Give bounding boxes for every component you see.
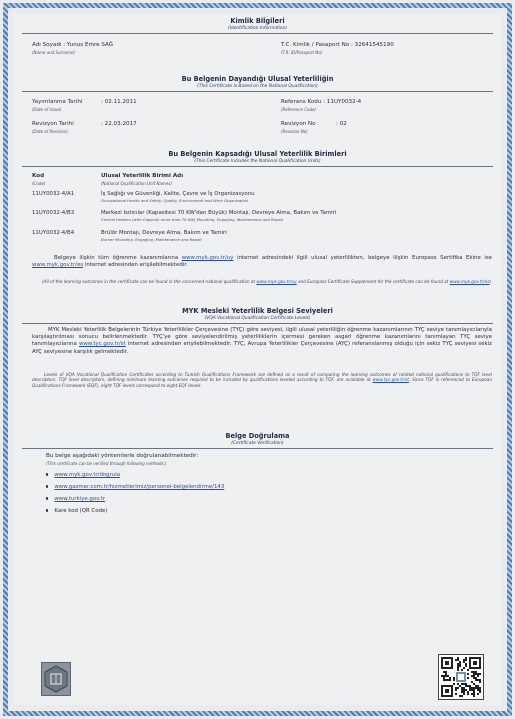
verification-method: [46, 484, 224, 490]
unit-name: Merkezi Isıtıcılar (Kapasitesi 70 KW'dan Büyük) Montajı, Devreye Alma, Bakım ve Tamiri: [101, 210, 337, 216]
levels-paragraph-en: [32, 372, 492, 388]
myk-es-link[interactable]: www.myk.gov.tr/es: [32, 262, 84, 269]
name-field-en: (Name and Surname): [32, 50, 76, 55]
levels-text: MYK Mesleki Yeterlilik Belgelerinin Türkiye Yeterlilikler Çerçevesine (TYÇ) göre seviyesi, ilgili ulusal yeterliliğin öğrenme kazanımlarının TYÇ seviye tanımlayıcılarıyla karşılaştırılması sonucu belirlenmektedir. TYÇ'ye göre seviyelendirilmiş yeterliliklerin içermesi gereken asgari öğrenme kazanımlarını tanımlayan TYÇ seviye tanımlayıcılarına: [32, 327, 492, 348]
code-column-header-en: (Code): [32, 181, 46, 186]
divider: [22, 91, 493, 92]
bullet-icon: [46, 485, 48, 487]
code-column-header: Kod: [32, 173, 45, 179]
unit-name: Brülör Montajı, Devreye Alma, Bakım ve Tamiri: [101, 230, 227, 236]
unit-name-column-header-en: (National Qualification Unit Names): [101, 181, 172, 186]
gazmer-link[interactable]: www.gazmer.com.tr/hizmetlerimiz/personel-belgelendirme/143: [54, 484, 225, 490]
revision-date-en: (Date of Revision): [32, 129, 68, 134]
qr-method: Kare kod (QR Code): [54, 508, 108, 514]
unit-code: 11UY0032-4/B4: [32, 230, 75, 236]
note-text: internet adresindeki ilgili ulusal yeterlilikten, belgeye ilişkin Europass Sertifika Ekine ise: [237, 255, 492, 261]
id-number-field-en: (T.R. ID/Passport No): [281, 50, 323, 55]
unit-name-column-header: Ulusal Yeterlilik Birimi Adı: [101, 173, 184, 179]
note-text: internet adresinden erişilebilmektedir.: [84, 262, 188, 269]
divider: [22, 448, 493, 449]
identification-subtitle: (Identification Information): [227, 26, 288, 31]
revision-date-label: Revizyon Tarihi: [32, 121, 74, 127]
issue-date-value: : 02.11.2011: [101, 99, 137, 105]
levels-subtitle: (VQA Vocational Qualification Certificate Levels): [204, 316, 311, 321]
issue-date-en: (Date of Issue): [32, 107, 62, 112]
qr-code-icon[interactable]: [438, 654, 484, 700]
unit-name-en: Central Heaters (with Capacity more than 70 KW) Mounting, Engaging, Maintenance and Repair: [101, 217, 284, 222]
verification-method: [46, 472, 120, 478]
verification-title: Belge Doğrulama: [225, 432, 290, 440]
id-number-field: T.C. Kimlik / Pasaport No : 32641545190: [281, 42, 394, 48]
verification-intro: Bu belge aşağıdaki yöntemlerle doğrulanabilmektedir:: [46, 453, 199, 459]
qualification-subtitle: (This Certificate is Based on the National Qualification): [197, 84, 318, 89]
revision-no-label: Revizyon No: [281, 121, 316, 127]
unit-code: 11UY0032-4/A1: [32, 191, 75, 197]
reference-code: Referans Kodu : 11UY0032-4: [281, 99, 362, 105]
reference-code-en: (Reference Code): [281, 107, 317, 112]
verification-method: [46, 496, 105, 502]
bullet-icon: [46, 497, 48, 499]
tyc-st-link-en[interactable]: www.tyc.gov.tr/st: [372, 377, 409, 383]
revision-no-value: : 02: [336, 121, 347, 127]
turkiye-link[interactable]: www.turkiye.gov.tr: [54, 496, 105, 502]
myk-uy-link[interactable]: www.myk.gov.tr/uy: [181, 255, 234, 261]
tyc-st-link[interactable]: www.tyc.gov.tr/st: [78, 341, 126, 348]
verify-link[interactable]: www.myk.gov.tr/dogrula: [54, 472, 121, 478]
verification-intro-en: (This certificate can be verified through following methods.): [46, 461, 167, 466]
levels-text-en: Levels of VQA Vocational Qualification Certificates according to Turkish Qualifications Framework are defined as a result of comparing the learning outcomes of related national qualifications to TQF level descriptors. TQF level descriptors, defining minimum learning outcomes required to be included by qualifications leveled according to TQF, are available at: [32, 372, 492, 383]
verification-method: [46, 508, 107, 514]
identification-title: Kimlik Bilgileri: [230, 17, 285, 25]
myk-uy-link-en[interactable]: www.myk.gov.tr/uy: [256, 279, 297, 284]
divider: [22, 166, 493, 167]
divider: [22, 33, 493, 34]
verification-subtitle: (Certificate Verification): [231, 441, 284, 446]
levels-paragraph: [32, 327, 492, 356]
certificate-body: [14, 14, 501, 705]
divider: [22, 323, 493, 324]
note-text-en: ): [489, 279, 492, 284]
note-text-en: (All of the learning outcomes in the certificate can be found in the concerned national qualification at: [42, 279, 256, 284]
levels-text: internet adresinden erişilebilmektedir. TYÇ, Avrupa Yeterlilikler Çerçevesine (AYÇ) referanslanmış olduğu için sekiz TYÇ seviyesi sekiz AYÇ seviyesine karşılık gelmektedir.: [32, 341, 492, 355]
unit-name: İş Sağlığı ve Güvenliği, Kalite, Çevre ve İş Organizasyonu: [101, 191, 255, 197]
issue-date-label: Yayımlanma Tarihi: [32, 99, 83, 105]
unit-code: 11UY0032-4/B3: [32, 210, 75, 216]
revision-no-en: (Revision No): [281, 129, 308, 134]
name-field: Adı Soyadı : Yunus Emre SAĞ: [32, 42, 114, 48]
bullet-icon: [46, 473, 48, 475]
levels-text-en: . Since TQF is referenced to European Qualifications Framework (EQF), eight TQF levels correspond to eight EQF levels.: [32, 377, 492, 388]
unit-name-en: Occupational Health and Safety, Quality, Environment and Work Organization: [101, 198, 249, 203]
bullet-icon: [46, 509, 48, 511]
note-text-en: and Europass Certificate Supplement for the certificate can be found at: [298, 279, 449, 284]
units-note: [32, 255, 492, 269]
certification-logo-icon: [41, 662, 71, 696]
units-subtitle: (This Certificate Includes the National Qualification Units): [194, 159, 321, 164]
levels-title: MYK Mesleki Yeterlilik Belgesi Seviyeleri: [182, 307, 333, 315]
revision-date-value: : 22.03.2017: [101, 121, 137, 127]
qualification-title: Bu Belgenin Dayandığı Ulusal Yeterliliğin: [181, 75, 334, 83]
units-note-en: [32, 279, 492, 284]
myk-es-link-en[interactable]: www.myk.gov.tr/es: [449, 279, 490, 284]
units-title: Bu Belgenin Kapsadığı Ulusal Yeterlilik Birimleri: [168, 150, 347, 158]
unit-name-en: Burner Mounting, Engaging, Maintenance and Repair: [101, 237, 202, 242]
note-text: Belgeye ilişkin tüm öğrenme kazanımlarına: [54, 255, 179, 261]
